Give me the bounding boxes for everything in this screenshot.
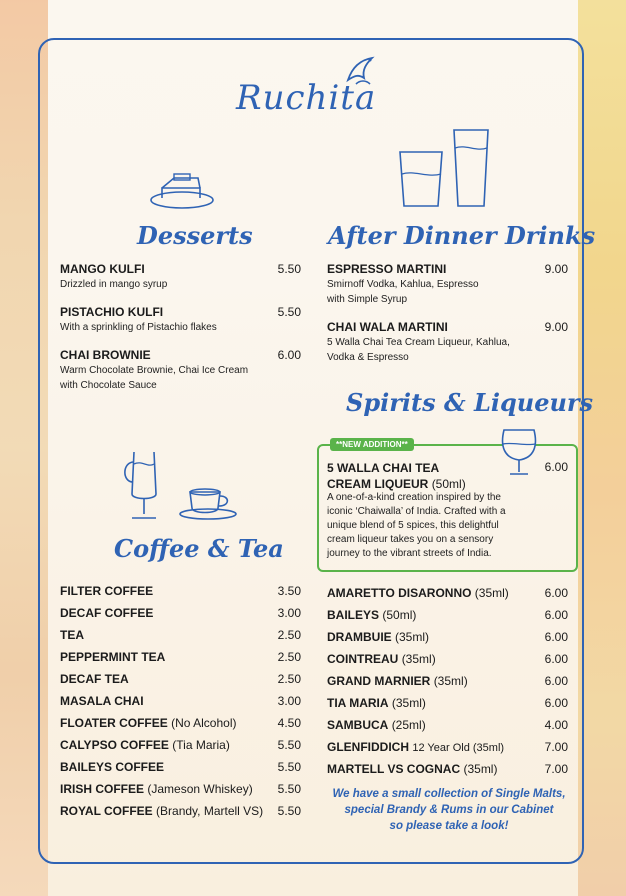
list-item-price: 2.50 bbox=[277, 628, 301, 642]
list-item-price: 4.00 bbox=[544, 718, 568, 732]
list-item-price: 6.00 bbox=[544, 652, 568, 666]
dessert-price: 5.50 bbox=[277, 305, 301, 319]
drink-desc: Smirnoff Vodka, Kahlua, Espresso with Simple Syrup bbox=[327, 279, 479, 305]
dessert-price: 6.00 bbox=[277, 348, 301, 362]
list-item-price: 6.00 bbox=[544, 696, 568, 710]
list-item-price: 5.50 bbox=[277, 804, 301, 818]
list-item: MASALA CHAI bbox=[60, 694, 144, 708]
list-item: BAILEYS COFFEE bbox=[60, 760, 165, 774]
list-item: TEA bbox=[60, 628, 84, 642]
list-item: ROYAL COFFEE (Brandy, Martell VS) bbox=[60, 804, 264, 818]
list-item-price: 7.00 bbox=[544, 740, 568, 754]
list-item-price: 5.50 bbox=[277, 760, 301, 774]
dessert-item-mango-kulfi: MANGO KULFI bbox=[60, 262, 145, 276]
featured-liqueur-desc: A one-of-a-kind creation inspired by the iconic ‘Chaiwalla’ of India. Crafted with a unique blend of 5 spices, this delightful cream liqueur takes you on a sensory journey to the vibrant streets of India. bbox=[327, 492, 506, 559]
coffee-cup-icon bbox=[178, 486, 246, 522]
dessert-desc: Drizzled in mango syrup bbox=[60, 279, 168, 290]
drink-price: 9.00 bbox=[544, 320, 568, 334]
coffee-glass-icon bbox=[118, 444, 178, 524]
list-item: PEPPERMINT TEA bbox=[60, 650, 166, 664]
list-item: MARTELL VS COGNAC (35ml) bbox=[327, 762, 498, 776]
list-item-price: 3.00 bbox=[277, 694, 301, 708]
list-item-price: 3.50 bbox=[277, 584, 301, 598]
featured-liqueur-name: 5 WALLA CHAI TEA CREAM LIQUEUR (50ml) bbox=[327, 461, 466, 491]
list-item: DECAF TEA bbox=[60, 672, 129, 686]
dessert-plate-icon bbox=[148, 170, 216, 212]
list-item: GRAND MARNIER (35ml) bbox=[327, 674, 468, 688]
drink-item-chai-wala-martini: CHAI WALA MARTINI bbox=[327, 320, 448, 334]
dessert-price: 5.50 bbox=[277, 262, 301, 276]
list-item: GLENFIDDICH 12 Year Old (35ml) bbox=[327, 740, 505, 754]
coffee-title: Coffee & Tea bbox=[114, 534, 284, 563]
list-item-price: 5.50 bbox=[277, 782, 301, 796]
drink-item-espresso-martini: ESPRESSO MARTINI bbox=[327, 262, 447, 276]
drinks-glasses-icon bbox=[396, 124, 492, 210]
drink-desc: 5 Walla Chai Tea Cream Liqueur, Kahlua, Vodka & Espresso bbox=[327, 337, 510, 363]
list-item-price: 2.50 bbox=[277, 650, 301, 664]
list-item: FLOATER COFFEE (No Alcohol) bbox=[60, 716, 237, 730]
list-item: TIA MARIA (35ml) bbox=[327, 696, 426, 710]
list-item: FILTER COFFEE bbox=[60, 584, 154, 598]
list-item-price: 6.00 bbox=[544, 586, 568, 600]
dessert-item-pistachio-kulfi: PISTACHIO KULFI bbox=[60, 305, 164, 319]
list-item: IRISH COFFEE (Jameson Whiskey) bbox=[60, 782, 253, 796]
new-addition-badge: **NEW ADDITION** bbox=[330, 438, 414, 451]
list-item: COINTREAU (35ml) bbox=[327, 652, 436, 666]
brand-name: Ruchita bbox=[236, 78, 377, 118]
after-dinner-title: After Dinner Drinks bbox=[328, 221, 596, 250]
list-item-price: 6.00 bbox=[544, 630, 568, 644]
drink-price: 9.00 bbox=[544, 262, 568, 276]
list-item: DECAF COFFEE bbox=[60, 606, 154, 620]
list-item: SAMBUCA (25ml) bbox=[327, 718, 426, 732]
list-item: BAILEYS (50ml) bbox=[327, 608, 417, 622]
list-item-price: 3.00 bbox=[277, 606, 301, 620]
featured-liqueur-price: 6.00 bbox=[544, 460, 568, 474]
dessert-desc: Warm Chocolate Brownie, Chai Ice Cream with Chocolate Sauce bbox=[60, 365, 249, 391]
list-item-price: 4.50 bbox=[277, 716, 301, 730]
list-item-price: 2.50 bbox=[277, 672, 301, 686]
list-item-price: 6.00 bbox=[544, 674, 568, 688]
spirits-title: Spirits & Liqueurs bbox=[346, 388, 594, 417]
cabinet-note: We have a small collection of Single Malts, special Brandy & Rums in our Cabinet so please take a look! bbox=[332, 788, 566, 832]
desserts-title: Desserts bbox=[137, 221, 253, 250]
list-item-price: 6.00 bbox=[544, 608, 568, 622]
dessert-desc: With a sprinkling of Pistachio flakes bbox=[60, 322, 217, 333]
list-item: CALYPSO COFFEE (Tia Maria) bbox=[60, 738, 230, 752]
list-item: DRAMBUIE (35ml) bbox=[327, 630, 430, 644]
list-item-price: 7.00 bbox=[544, 762, 568, 776]
dessert-item-chai-brownie: CHAI BROWNIE bbox=[60, 348, 151, 362]
list-item-price: 5.50 bbox=[277, 738, 301, 752]
list-item: AMARETTO DISARONNO (35ml) bbox=[327, 586, 509, 600]
